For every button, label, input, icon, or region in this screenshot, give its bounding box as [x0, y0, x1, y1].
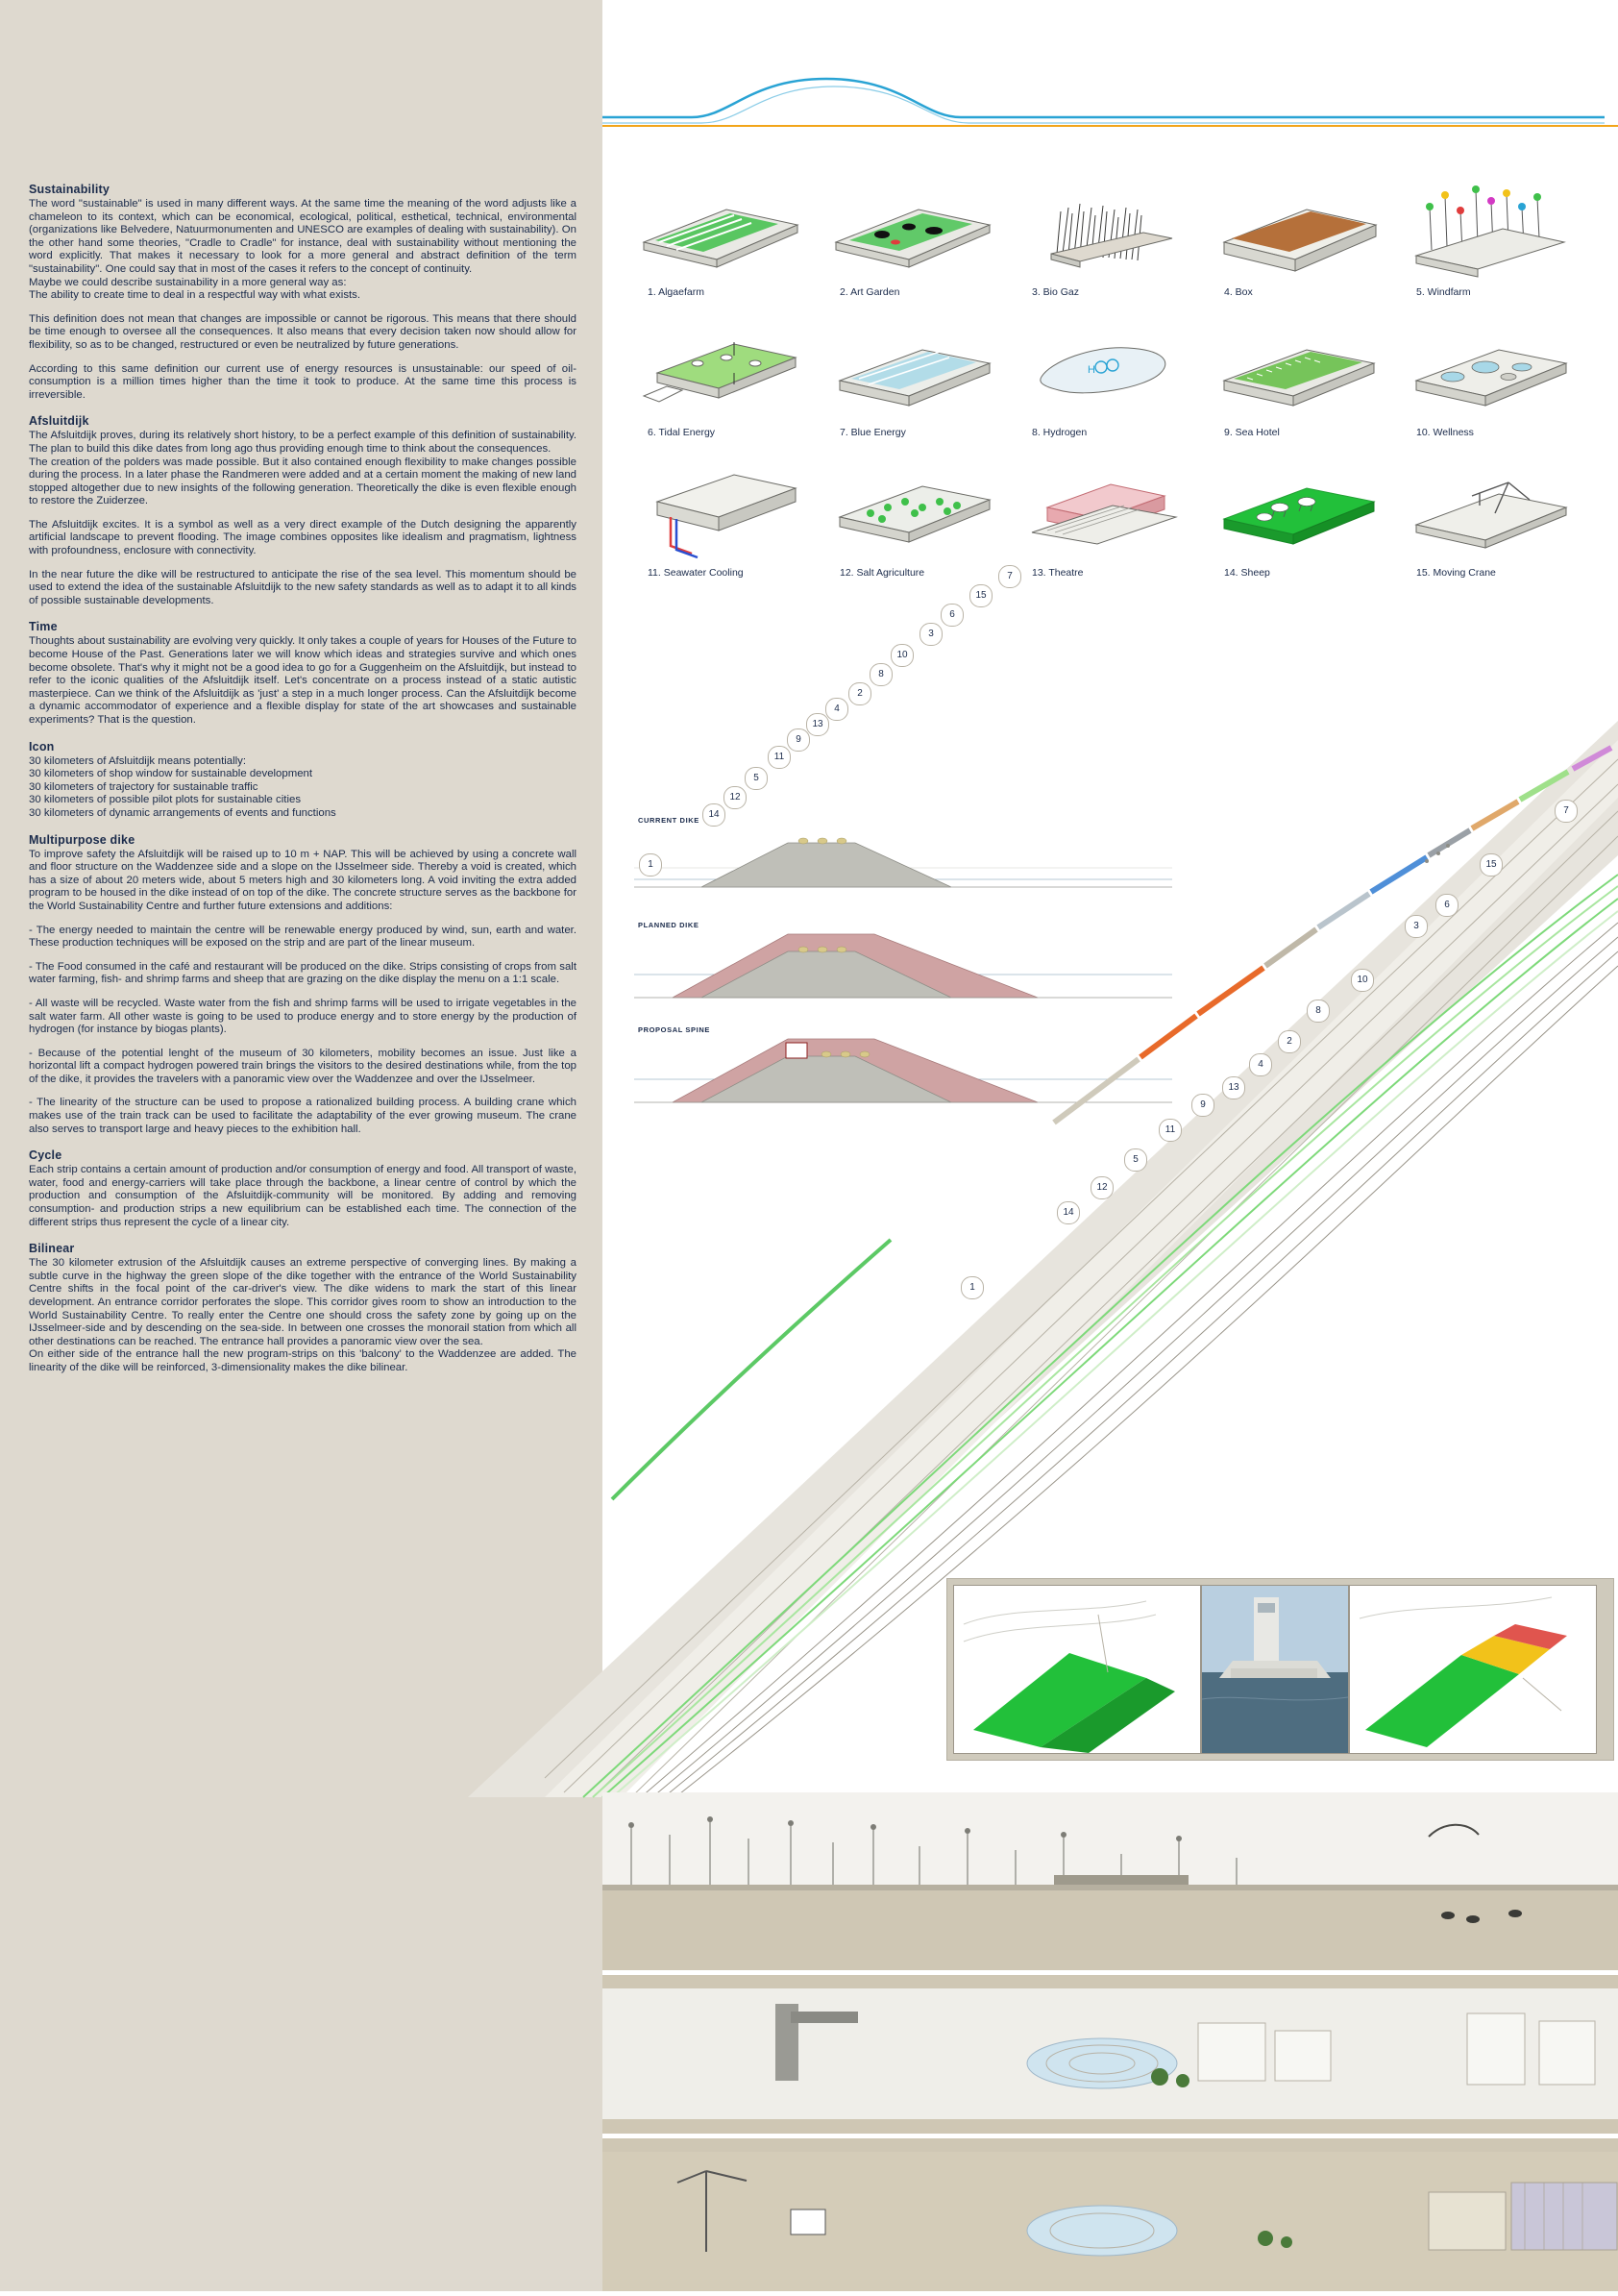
- icon-list-item: 30 kilometers of dynamic arrangements of events and functions: [29, 806, 336, 819]
- plan-marker-5[interactable]: 5: [1124, 1148, 1147, 1172]
- section-diagram-label: PROPOSAL SPINE: [638, 1025, 710, 1034]
- section-heading: Afsluitdijk: [29, 414, 89, 429]
- box-icon: [1211, 183, 1403, 284]
- section-paragraph: The Afsluitdijk proves, during its relatively short history, to be a perfect example of this definition of sustainability. The plan to build this dike dates from long ago thus providing enough time to think about the consequences.: [29, 430, 576, 455]
- icon-catalogue: [634, 183, 1595, 604]
- icon-item-theatre: [1018, 463, 1211, 579]
- icon-item-moving-crane: [1403, 463, 1595, 579]
- render-strip: [602, 1792, 1618, 2291]
- plan-marker-2[interactable]: 2: [1278, 1030, 1301, 1053]
- plan-marker-4[interactable]: 4: [1249, 1053, 1272, 1076]
- icon-caption: 2. Art Garden: [840, 286, 900, 298]
- photo-building-water: [1201, 1585, 1349, 1754]
- section-paragraph: The 30 kilometer extrusion of the Afsluitdijk causes an extreme perspective of converging lines. By making a subtle curve in the highway the green slope of the dike together with the entrance of the World Sustainability Centre shifts in the focal point of the car-driver's view. The dike widens to mark the start of this linear development. An entrance corridor perforates the slope. This corridor gives room to show an introduction to the World Sustainability Centre. To really enter the Centre one should cross the safety zone by going up on the IJsselmeer-side and by descending on the sea-side. In between one crosses the monorail station from which all other destinations can be reached. The entrance hall provides a panoramic view over the sea.: [29, 1257, 576, 1347]
- section-heading: Sustainability: [29, 183, 110, 196]
- plan-marker[interactable]: 5: [745, 767, 768, 790]
- section-paragraph: In the near future the dike will be restructured to anticipate the rise of the sea level. This momentum should be used to extend the idea of the sustainable Afsluitdijk to the new safety standards as well as to adapt it to all kinds of possible sustainable developments.: [29, 568, 576, 606]
- render-entrance-hall: [602, 2138, 1618, 2291]
- icon-row: [634, 323, 1595, 438]
- icon-caption: 14. Sheep: [1224, 567, 1270, 579]
- section-cycle: [29, 1148, 576, 1229]
- section-paragraph: - The energy needed to maintain the centre will be renewable energy produced by wind, sun, earth and water. These production techniques will be exposed on the strip and are part of the linear museum.: [29, 924, 576, 950]
- plan-marker[interactable]: 10: [891, 644, 914, 667]
- section-heading: Bilinear: [29, 1242, 75, 1256]
- section-paragraph: The Afsluitdijk excites. It is a symbol as well as a very direct example of the Dutch designing the apparently artificial landscape to prevent flooding. The image combines opposites like idealism and pragmatism, lightness with profoundness, enclosure with connectivity.: [29, 518, 576, 557]
- section-heading: Multipurpose dike: [29, 832, 135, 847]
- theatre-icon: [1018, 463, 1211, 564]
- plan-marker[interactable]: 6: [941, 604, 964, 627]
- plan-marker[interactable]: 4: [825, 698, 848, 721]
- icon-item-art-garden: [826, 183, 1018, 298]
- section-paragraph: - Because of the potential lenght of the museum of 30 kilometers, mobility becomes an issue. Just like a horizontal lift a compact hydrogen powered train brings the visitors to the desired destinations while, from the top of the dike, it provides the travelers with a panoramic view over the Waddenzee and over the IJsselmeer.: [29, 1047, 576, 1085]
- plan-marker[interactable]: 2: [848, 682, 871, 705]
- render-corridor-section: [602, 1975, 1618, 2134]
- icon-caption: 6. Tidal Energy: [648, 427, 716, 438]
- sea-hotel-icon: [1211, 323, 1403, 424]
- plan-marker[interactable]: 7: [998, 565, 1021, 588]
- section-paragraph: On either side of the entrance hall the new program-strips on this 'balcony' to the Waddenzee are added. The linearity of the dike will be reinforced, 3-dimensionality makes the dike bilinear.: [29, 1348, 576, 1373]
- tidal-energy-icon: [634, 323, 826, 424]
- icon-item-hydrogen: [1018, 323, 1211, 438]
- section-icon: [29, 740, 576, 821]
- text-panel: [0, 0, 602, 2291]
- windfarm-icon: [1403, 183, 1595, 284]
- icon-list-item: 30 kilometers of possible pilot plots for sustainable cities: [29, 794, 302, 806]
- section-paragraph: - All waste will be recycled. Waste water from the fish and shrimp farms will be used to irrigate vegetables in the salt water farm. All other waste is going to be used to produce energy and to store energy by the production of hydrogen (for instance by biogas plants).: [29, 997, 576, 1036]
- icon-item-tidal-energy: [634, 323, 826, 438]
- icon-caption: 9. Sea Hotel: [1224, 427, 1280, 438]
- plan-marker[interactable]: 12: [723, 786, 747, 809]
- section-paragraph: - The Food consumed in the café and restaurant will be produced on the dike. Strips consisting of crops from salt water farming, fish- and shrimp farms and sheep that are grazing on the dike display the menu on a 1:1 scale.: [29, 960, 576, 986]
- section-heading: Cycle: [29, 1148, 62, 1163]
- icon-list-item: 30 kilometers of shop window for sustainable development: [29, 768, 313, 780]
- section-paragraph: This definition does not mean that changes are impossible or cannot be rigorous. This means that there should be time enough to oversee all the consequences. It also means that every decision taken now should allow for flexibility, so as to be changed, restructured or even be neutralized by future generations.: [29, 312, 576, 351]
- plan-marker[interactable]: 14: [702, 803, 725, 827]
- icon-caption: 15. Moving Crane: [1416, 567, 1496, 579]
- section-time: [29, 620, 576, 727]
- section-heading: Icon: [29, 739, 55, 753]
- plan-marker-3[interactable]: 3: [1405, 915, 1428, 938]
- icon-item-sheep: [1211, 463, 1403, 579]
- moving-crane-icon: [1403, 463, 1595, 564]
- icon-item-sea-hotel: [1211, 323, 1403, 438]
- section-diagram-label: CURRENT DIKE: [638, 816, 699, 825]
- icon-list-item: 30 kilometers of Afsluitdijk means potentially:: [29, 754, 247, 767]
- section-afsluitdijk: [29, 414, 576, 607]
- icon-caption: 1. Algaefarm: [648, 286, 704, 298]
- plan-marker[interactable]: 15: [969, 584, 993, 607]
- icon-item-salt-agriculture: [826, 463, 1018, 579]
- icon-item-algaefarm: [634, 183, 826, 298]
- art-garden-icon: [826, 183, 1018, 284]
- icon-row: [634, 183, 1595, 298]
- bio-gaz-icon: [1018, 183, 1211, 284]
- icon-row: [634, 463, 1595, 579]
- section-bilinear: [29, 1242, 576, 1374]
- plan-diagram-right: [1349, 1585, 1597, 1754]
- icon-caption: 8. Hydrogen: [1032, 427, 1088, 438]
- plan-marker-8[interactable]: 8: [1307, 1000, 1330, 1023]
- section-sustainability: [29, 183, 576, 402]
- plan-marker-1[interactable]: 1: [961, 1276, 984, 1299]
- icon-item-windfarm: [1403, 183, 1595, 298]
- icon-caption: 13. Theatre: [1032, 567, 1084, 579]
- render-waddenzee-view: [602, 1792, 1618, 1970]
- plan-marker-10[interactable]: 10: [1351, 969, 1374, 992]
- plan-marker-12[interactable]: 12: [1091, 1176, 1114, 1199]
- icon-item-blue-energy: [826, 323, 1018, 438]
- icon-caption: 5. Windfarm: [1416, 286, 1471, 298]
- blue-energy-icon: [826, 323, 1018, 424]
- plan-marker[interactable]: 3: [919, 623, 943, 646]
- svg-text:H: H: [1088, 364, 1095, 376]
- section-paragraph: The ability to create time to deal in a respectful way with what exists.: [29, 289, 361, 302]
- icon-item-bio-gaz: [1018, 183, 1211, 298]
- plan-marker-13[interactable]: 13: [1222, 1076, 1245, 1099]
- plan-marker[interactable]: 9: [787, 728, 810, 752]
- icon-caption: 3. Bio Gaz: [1032, 286, 1080, 298]
- icon-caption: 4. Box: [1224, 286, 1253, 298]
- seawater-cooling-icon: [634, 463, 826, 564]
- plan-marker[interactable]: 1: [639, 853, 662, 876]
- plan-marker-11[interactable]: 11: [1159, 1119, 1182, 1142]
- text-panel-content: [29, 183, 576, 1388]
- plan-marker[interactable]: 8: [870, 663, 893, 686]
- salt-agriculture-icon: [826, 463, 1018, 564]
- section-diagram-label: PLANNED DIKE: [638, 921, 699, 929]
- icon-item-box: [1211, 183, 1403, 298]
- plan-marker-15[interactable]: 15: [1480, 853, 1503, 876]
- icon-item-seawater-cooling: [634, 463, 826, 579]
- icon-list-item: 30 kilometers of trajectory for sustainable traffic: [29, 780, 258, 793]
- section-paragraph: The word "sustainable" is used in many different ways. At the same time the meaning of the word adjusts like a chameleon to its context, which can be economical, ecological, political, esthetical, technical, environmental (organizations like Belvedere, Natuurmonumenten and UNESCO are examples of dealing with sustainability). On the other hand some theories, "Cradle to Cradle" for instance, deal with sustainability without mentioning the word explicitly. That makes it necessary to look for a more general and abstract definition of the term "sustainability". One could say that in most of the cases it refers to the concept of continuity.: [29, 198, 576, 275]
- section-paragraph: Maybe we could describe sustainability in a more general way as:: [29, 276, 347, 288]
- section-paragraph: According to this same definition our current use of energy resources is unsustainable: our speed of oil-consumption is a million times higher than the time it took to produce. At the same time this process is irreversible.: [29, 362, 576, 401]
- icon-item-wellness: [1403, 323, 1595, 438]
- section-multipurpose-dike: [29, 833, 576, 1137]
- plan-marker-7[interactable]: 7: [1555, 800, 1578, 823]
- sheep-icon: [1211, 463, 1403, 564]
- plan-marker-9[interactable]: 9: [1191, 1094, 1214, 1117]
- image-strip: [946, 1578, 1614, 1761]
- plan-marker[interactable]: 13: [806, 713, 829, 736]
- plan-marker[interactable]: 11: [768, 746, 791, 769]
- section-paragraph: The creation of the polders was made possible. But it also contained enough flexibility to make changes possible during the process. In a later phase the Randmeren were added and at a certain moment the making of new land stopped altogether due to new insights of the following generation. Theoretically the dike is even flexible enough to restore the Zuiderzee.: [29, 456, 576, 507]
- section-heading: Time: [29, 620, 58, 634]
- icon-caption: 10. Wellness: [1416, 427, 1474, 438]
- icon-caption: 7. Blue Energy: [840, 427, 906, 438]
- wellness-icon: [1403, 323, 1595, 424]
- icon-caption: 11. Seawater Cooling: [648, 567, 744, 579]
- section-paragraph: - The linearity of the structure can be used to propose a rationalized building process. A building crane which makes use of the train track can be used to facilitate the adaptability of the ever growing museum. The crane also serves to transport large and heavy pieces to the exhibition hall.: [29, 1097, 576, 1135]
- icon-caption: 12. Salt Agriculture: [840, 567, 925, 579]
- plan-marker-6[interactable]: 6: [1435, 894, 1459, 917]
- plan-diagram-left: [953, 1585, 1201, 1754]
- hydrogen-icon: [1018, 323, 1211, 424]
- section-paragraph: To improve safety the Afsluitdijk will be raised up to 10 m + NAP. This will be achieved by using a concrete wall and floor structure on the Waddenzee side and a slope on the IJsselmeer side. Thereby a void is created, which has a size of about 20 meters wide, about 5 meters high and 30 kilometers long. A void inviting the extra added program to be housed in the dike instead of on top of the dike. The concrete structure serves as the backbone for the World Sustainability Centre and further future extensions and additions:: [29, 848, 576, 912]
- section-paragraph: Thoughts about sustainability are evolving very quickly. It only takes a couple of years for Houses of the Future to become House of the Past. Generations later we will know which ideas and strategies survive and which ones become obsolete. That's why it might not be a good idea to go for a Guggenheim on the Afsluitdijk, but instead to refer to the iconic qualities of the Afsluitdijk itself. Let's concentrate on a process instead of a static autistic masterpiece. Can we think of the Afsluitdijk as 'just' a step in a much longer process. Can the Afsluitdijk become a dynamic accommodator of experience and a flexible display for state of the art showcases and sustainable experiments? That is the question.: [29, 635, 576, 726]
- algaefarm-icon: [634, 183, 826, 284]
- plan-marker-14[interactable]: 14: [1057, 1201, 1080, 1224]
- section-paragraph: Each strip contains a certain amount of production and/or consumption of energy and food. All transport of waste, water, food and energy-carriers will take place through the backbone, a linear centre of control by which the production and consumption of the Afsluitdijk-community will be monitored. By adding and removing consumption- and production strips a new equilibrium can be established each time. The connection of the different strips thus represent the cycle of a linear city.: [29, 1164, 576, 1228]
